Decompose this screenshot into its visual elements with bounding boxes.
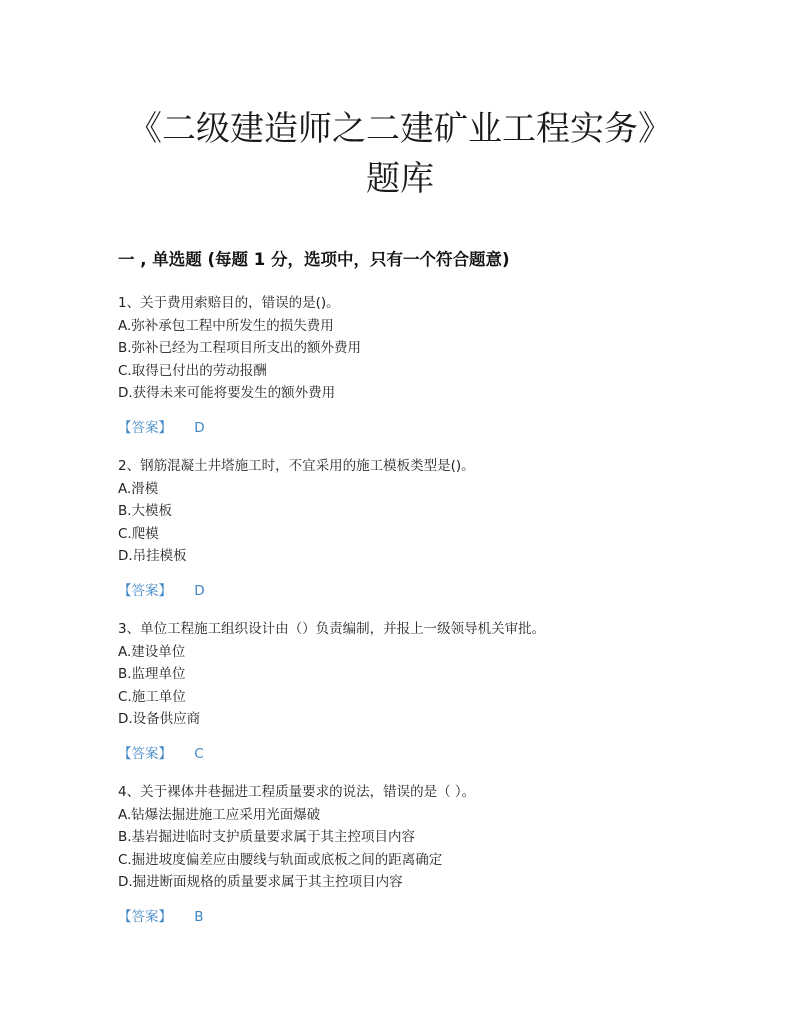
option-a: A.滑模 <box>118 480 159 497</box>
question-3 <box>118 618 718 765</box>
option-b: B.监理单位 <box>118 666 186 682</box>
answer-line <box>118 743 718 765</box>
answer-value: B <box>194 908 204 925</box>
question-2 <box>118 455 718 602</box>
answer-line <box>118 417 718 439</box>
option-c: C.施工单位 <box>118 688 186 705</box>
option-c: C.爬模 <box>118 525 159 542</box>
option-a: A.弥补承包工程中所发生的损失费用 <box>118 317 334 334</box>
document-title-line-1: 《二级建造师之二建矿业工程实务》 <box>128 109 672 149</box>
section-heading: 一 , 单选题 (每题 1 分，选项中，只有一个符合题意) <box>118 250 510 269</box>
option-b: B.基岩掘进临时支护质量要求属于其主控项目内容 <box>118 829 416 845</box>
answer-line <box>118 580 718 602</box>
answer-label: 【答案】 <box>118 582 172 599</box>
answer-label: 【答案】 <box>118 745 172 762</box>
question-stem: 1、关于费用索赔目的，错误的是()。 <box>118 295 340 311</box>
option-a: A.建设单位 <box>118 643 186 660</box>
option-d: D.掘进断面规格的质量要求属于其主控项目内容 <box>118 874 403 890</box>
answer-value: C <box>194 745 204 762</box>
answer-label: 【答案】 <box>118 908 172 925</box>
answer-value: D <box>194 419 205 436</box>
option-c: C.掘进坡度偏差应由腰线与轨面或底板之间的距离确定 <box>118 851 443 868</box>
answer-label: 【答案】 <box>118 419 172 436</box>
option-a: A.钻爆法掘进施工应采用光面爆破 <box>118 806 321 823</box>
document-title-line-2: 题库 <box>366 159 434 199</box>
question-stem: 3、单位工程施工组织设计由（）负责编制，并报上一级领导机关审批。 <box>118 621 546 637</box>
option-d: D.吊挂模板 <box>118 548 187 564</box>
question-stem: 2、钢筋混凝土井塔施工时，不宜采用的施工模板类型是()。 <box>118 458 475 474</box>
question-4 <box>118 781 718 928</box>
option-c: C.取得已付出的劳动报酬 <box>118 362 267 379</box>
answer-value: D <box>194 582 205 599</box>
answer-line <box>118 906 718 928</box>
option-d: D.获得未来可能将要发生的额外费用 <box>118 385 336 401</box>
option-b: B.大模板 <box>118 503 173 519</box>
document-title <box>60 104 740 204</box>
option-d: D.设备供应商 <box>118 711 201 727</box>
question-1 <box>118 292 718 439</box>
option-b: B.弥补已经为工程项目所支出的额外费用 <box>118 340 362 356</box>
question-stem: 4、关于裸体井巷掘进工程质量要求的说法，错误的是（ ）。 <box>118 784 476 800</box>
